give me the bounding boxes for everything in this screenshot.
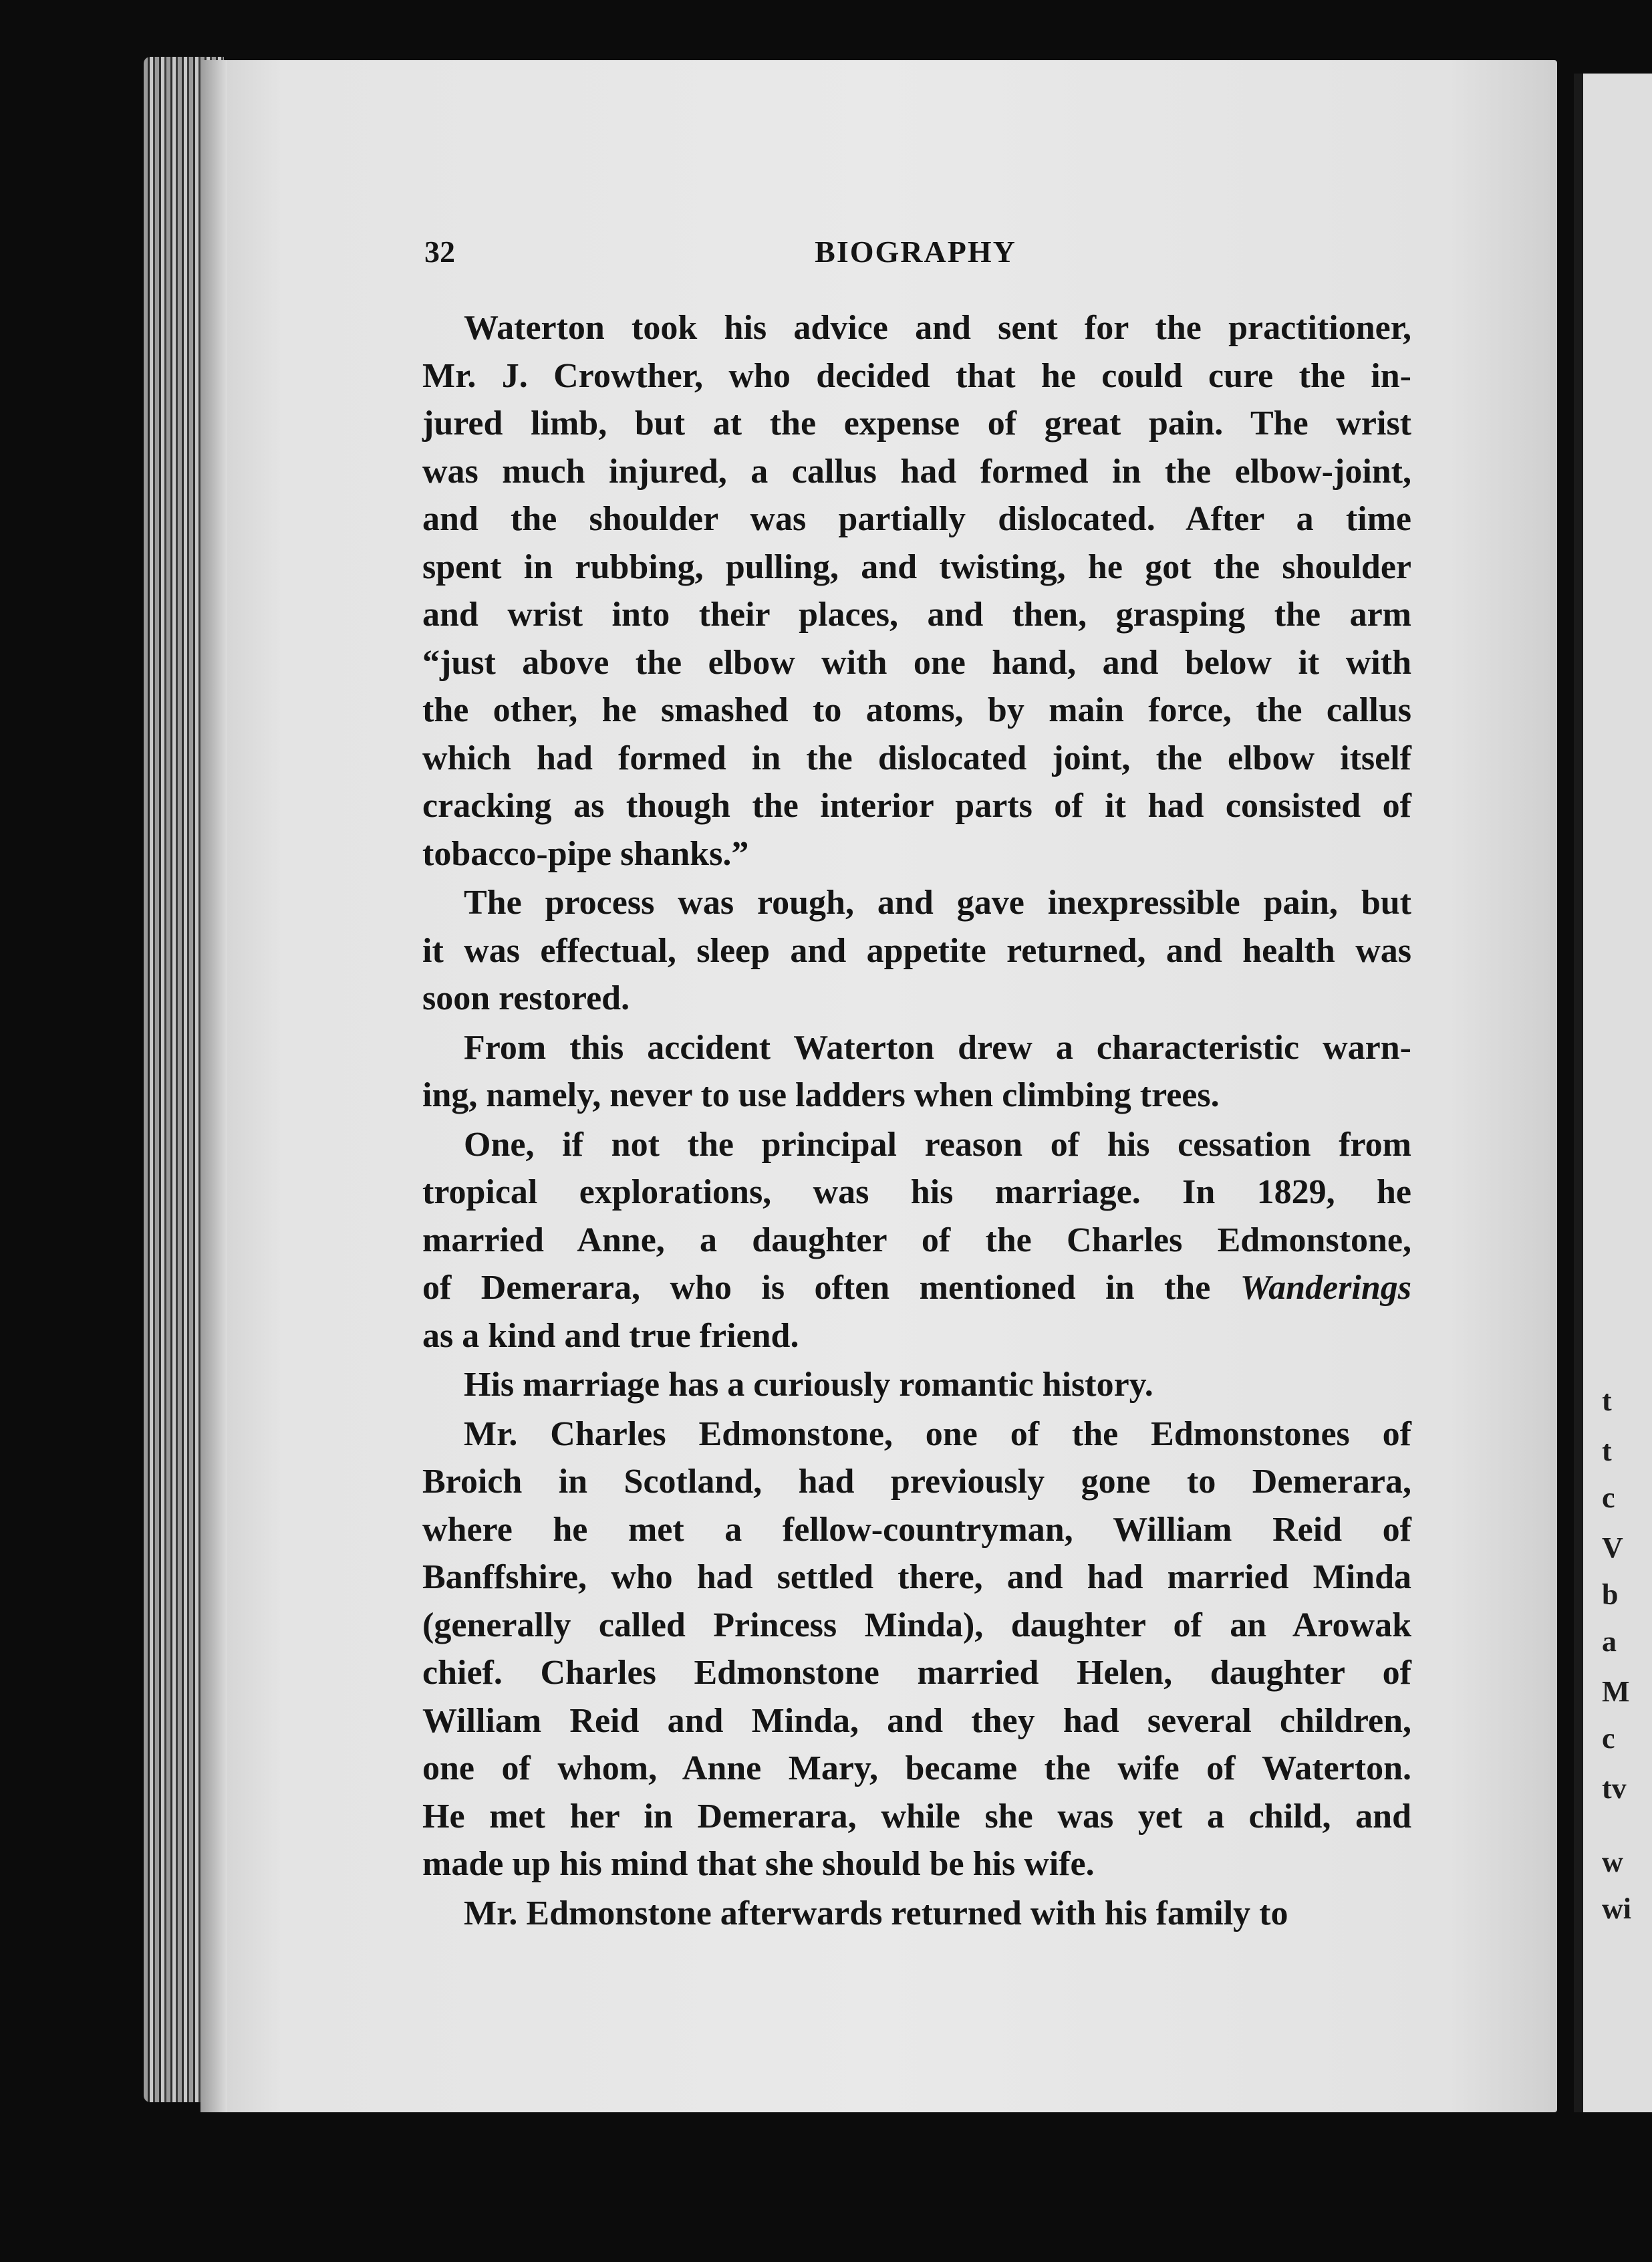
facing-fragment: M (1602, 1675, 1630, 1708)
facing-fragment: tv (1602, 1772, 1627, 1805)
paragraph (422, 1024, 1411, 1120)
text-line: Waterton took his advice and sent for the practitioner, (464, 309, 1411, 347)
text-line: married Anne, a daughter of the Charles Edmonstone, (422, 1221, 1411, 1259)
facing-fragment: V (1602, 1531, 1623, 1564)
text-line: tropical explorations, was his marriage. In 1829, he (422, 1173, 1411, 1211)
paragraph (422, 304, 1411, 878)
text-line: He met her in Demerara, while she was yet a child, and (422, 1797, 1411, 1836)
facing-page-edge (1574, 74, 1652, 2112)
text-line: (generally called Princess Minda), daughter of an Arowak (422, 1606, 1411, 1644)
text-line: was much injured, a callus had formed in the elbow-joint, (422, 452, 1411, 491)
text-line: From this accident Waterton drew a characteristic warn- (464, 1028, 1411, 1067)
text-line: where he met a fellow-countryman, William Reid of (422, 1510, 1411, 1549)
text-line: His marriage has a curiously romantic history. (464, 1366, 1153, 1404)
paragraph (422, 1410, 1411, 1888)
text-line: tobacco-pipe shanks.” (422, 834, 749, 873)
facing-fragment: c (1602, 1722, 1615, 1755)
paragraph (422, 1890, 1411, 1938)
text-line: One, if not the principal reason of his cessation from (464, 1125, 1411, 1164)
text-line: made up his mind that she should be his wife. (422, 1845, 1095, 1883)
text-line: it was effectual, sleep and appetite returned, and health was (422, 931, 1411, 970)
facing-fragment: w (1602, 1846, 1623, 1878)
paragraph (422, 879, 1411, 1023)
text-line: “just above the elbow with one hand, and below it with (422, 643, 1411, 682)
text-line: Mr. Charles Edmonstone, one of the Edmonstones of (464, 1414, 1411, 1453)
text-line: and the shoulder was partially dislocated. After a time (422, 500, 1411, 538)
text-line: ing, namely, never to use ladders when climbing trees. (422, 1076, 1220, 1114)
text-line: Broich in Scotland, had previously gone to Demerara, (422, 1463, 1411, 1501)
facing-fragment: a (1602, 1625, 1617, 1658)
facing-page-text-fragments (1602, 74, 1652, 2112)
running-head: BIOGRAPHY (815, 235, 1016, 269)
page-header (424, 234, 1407, 274)
text-line: soon restored. (422, 979, 630, 1017)
text-line: the other, he smashed to atoms, by main force, the callus (422, 691, 1411, 729)
text-line: chief. Charles Edmonstone married Helen, daughter of (422, 1654, 1411, 1692)
facing-fragment: b (1602, 1578, 1619, 1611)
paragraph (422, 1361, 1411, 1409)
text-line: one of whom, Anne Mary, became the wife of Waterton. (422, 1749, 1411, 1787)
paragraph (422, 1121, 1411, 1360)
facing-fragment: t (1602, 1384, 1612, 1417)
facing-fragment: t (1602, 1434, 1612, 1467)
page-number: 32 (424, 235, 455, 269)
text-line: William Reid and Minda, and they had several children, (422, 1701, 1411, 1740)
text-line: of Demerara, who is often mentioned in the Wanderings (422, 1269, 1411, 1307)
facing-fragment: wi (1602, 1892, 1631, 1925)
text-line: Mr. J. Crowther, who decided that he could cure the in- (422, 356, 1411, 395)
gutter-shadow (200, 60, 227, 2112)
text-line: cracking as though the interior parts of it had consisted of (422, 787, 1411, 825)
body-text (422, 304, 1411, 1938)
text-line: spent in rubbing, pulling, and twisting, he got the shoulder (422, 547, 1411, 586)
facing-fragment: c (1602, 1481, 1615, 1514)
text-line: as a kind and true friend. (422, 1316, 799, 1355)
text-line: The process was rough, and gave inexpressible pain, but (464, 884, 1411, 922)
text-line: which had formed in the dislocated joint, the elbow itself (422, 739, 1411, 777)
text-line: Mr. Edmonstone afterwards returned with his family to (464, 1894, 1288, 1932)
text-line: jured limb, but at the expense of great pain. The wrist (422, 404, 1411, 443)
text-line: and wrist into their places, and then, grasping the arm (422, 596, 1411, 634)
text-line: Banffshire, who had settled there, and had married Minda (422, 1558, 1411, 1596)
